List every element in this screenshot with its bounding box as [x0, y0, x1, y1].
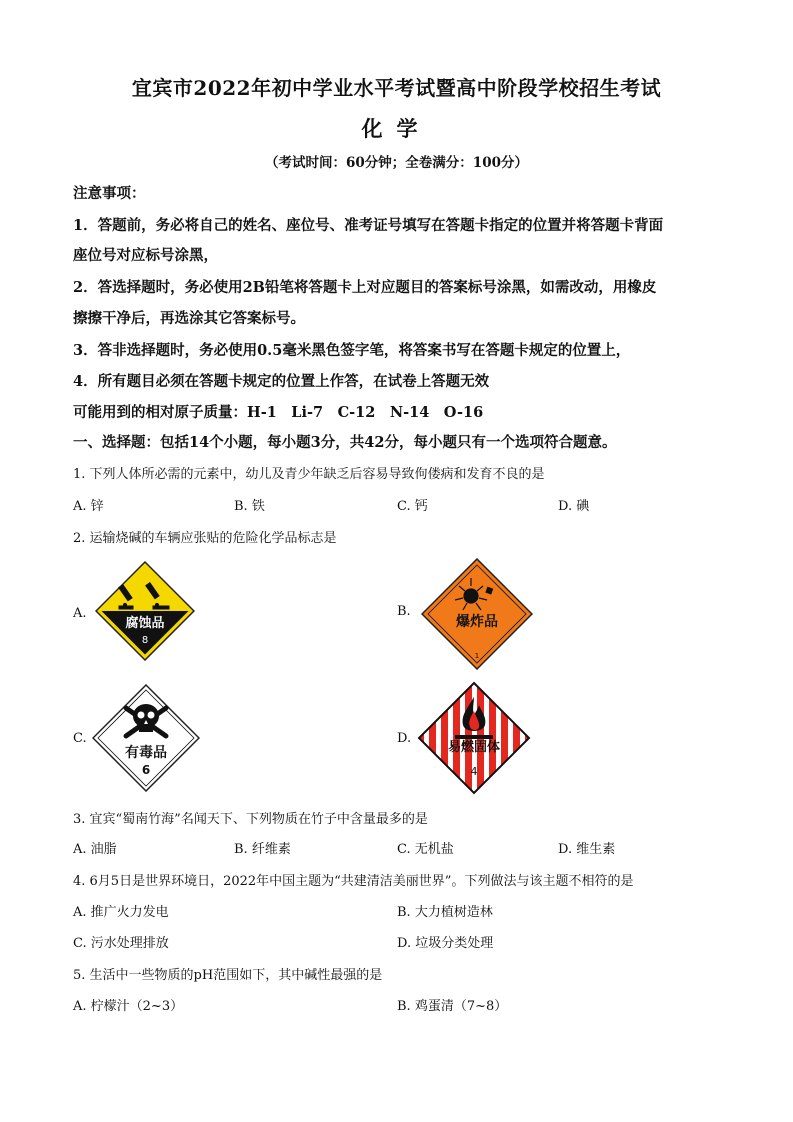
note-line-6: 4．所有题目必须在答题卡规定的位置上作答，在试卷上答题无效: [73, 373, 490, 390]
q3-option-a: A. 油脂: [73, 842, 117, 857]
subject-title: 化学: [361, 116, 432, 141]
note-line-5: 3．答非选择题时，务必使用0.5毫米黑色签字笔，将答案书写在答题卡规定的位置上，: [73, 342, 631, 359]
corrosive-sign-number: 8: [141, 635, 149, 646]
q1-option-b: B. 铁: [234, 499, 265, 514]
q2-option-a: A.: [73, 606, 87, 621]
question-4-stem: 4. 6月5日是世界环境日，2022年中国主题为“共建清洁美丽世界”。下列做法与该主题不相符的是: [73, 874, 634, 889]
question-5-stem: 5. 生活中一些物质的pH范围如下，其中碱性最强的是: [73, 968, 383, 983]
flammable-solid-sign: [417, 681, 531, 795]
q4-option-d: D. 垃圾分类处理: [397, 936, 494, 951]
q3-option-d: D. 维生素: [558, 842, 616, 857]
section-heading: 一、选择题：包括14个小题，每小题3分，共42分，每小题只有一个选项符合题意。: [73, 434, 617, 451]
exam-info: （考试时间：60分钟；全卷满分：100分）: [265, 155, 528, 171]
toxic-sign-number: 6: [141, 763, 151, 777]
corrosive-sign: [95, 561, 195, 661]
q2-option-d: D.: [397, 731, 412, 746]
note-line-3: 2．答选择题时，务必使用2B铅笔将答题卡上对应题目的答案标号涂黑，如需改动，用橡皮: [73, 279, 657, 296]
q3-option-b: B. 纤维素: [234, 842, 291, 857]
toxic-sign-label: 有毒品: [125, 745, 167, 761]
toxic-sign: [92, 684, 200, 792]
q1-option-a: A. 锌: [73, 499, 104, 514]
explosive-sign-number: 1: [474, 652, 480, 660]
q1-option-d: D. 碘: [558, 499, 590, 514]
question-3-stem: 3. 宜宾“蜀南竹海”名闻天下、下列物质在竹子中含量最多的是: [73, 812, 428, 827]
q2-option-c: C.: [73, 731, 87, 746]
atomic-mass-line: 可能用到的相对原子质量：H-1 Li-7 C-12 N-14 O-16: [73, 404, 484, 421]
q3-option-c: C. 无机盐: [397, 842, 454, 857]
corrosive-sign-label: 腐蚀品: [125, 616, 165, 631]
paper-title: 宜宾市2022年初中学业水平考试暨高中阶段学校招生考试: [131, 76, 662, 100]
question-2-stem: 2. 运输烧碱的车辆应张贴的危险化学品标志是: [73, 531, 337, 546]
q5-option-b: B. 鸡蛋清（7~8）: [397, 999, 508, 1014]
q1-option-c: C. 钙: [397, 499, 428, 514]
note-line-1: 1．答题前，务必将自己的姓名、座位号、准考证号填写在答题卡指定的位置并将答题卡背面: [73, 217, 664, 234]
notes-heading: 注意事项：: [73, 185, 146, 202]
q5-option-a: A. 柠檬汁（2~3）: [73, 999, 184, 1014]
q4-option-a: A. 推广火力发电: [73, 905, 169, 920]
note-line-2: 座位号对应标号涂黑，: [73, 247, 218, 264]
explosive-sign-label: 爆炸品: [456, 614, 498, 630]
flammable-sign-label: 易燃固体: [447, 740, 501, 755]
q4-option-b: B. 大力植树造林: [397, 905, 493, 920]
flammable-sign-number: 4: [470, 765, 478, 778]
q4-option-c: C. 污水处理排放: [73, 936, 169, 951]
explosive-sign: [421, 558, 533, 670]
note-line-4: 擦擦干净后，再选涂其它答案标号。: [73, 310, 305, 327]
question-1-stem: 1. 下列人体所必需的元素中，幼儿及青少年缺乏后容易导致佝偻病和发育不良的是: [73, 467, 545, 482]
q2-option-b: B.: [397, 604, 411, 619]
